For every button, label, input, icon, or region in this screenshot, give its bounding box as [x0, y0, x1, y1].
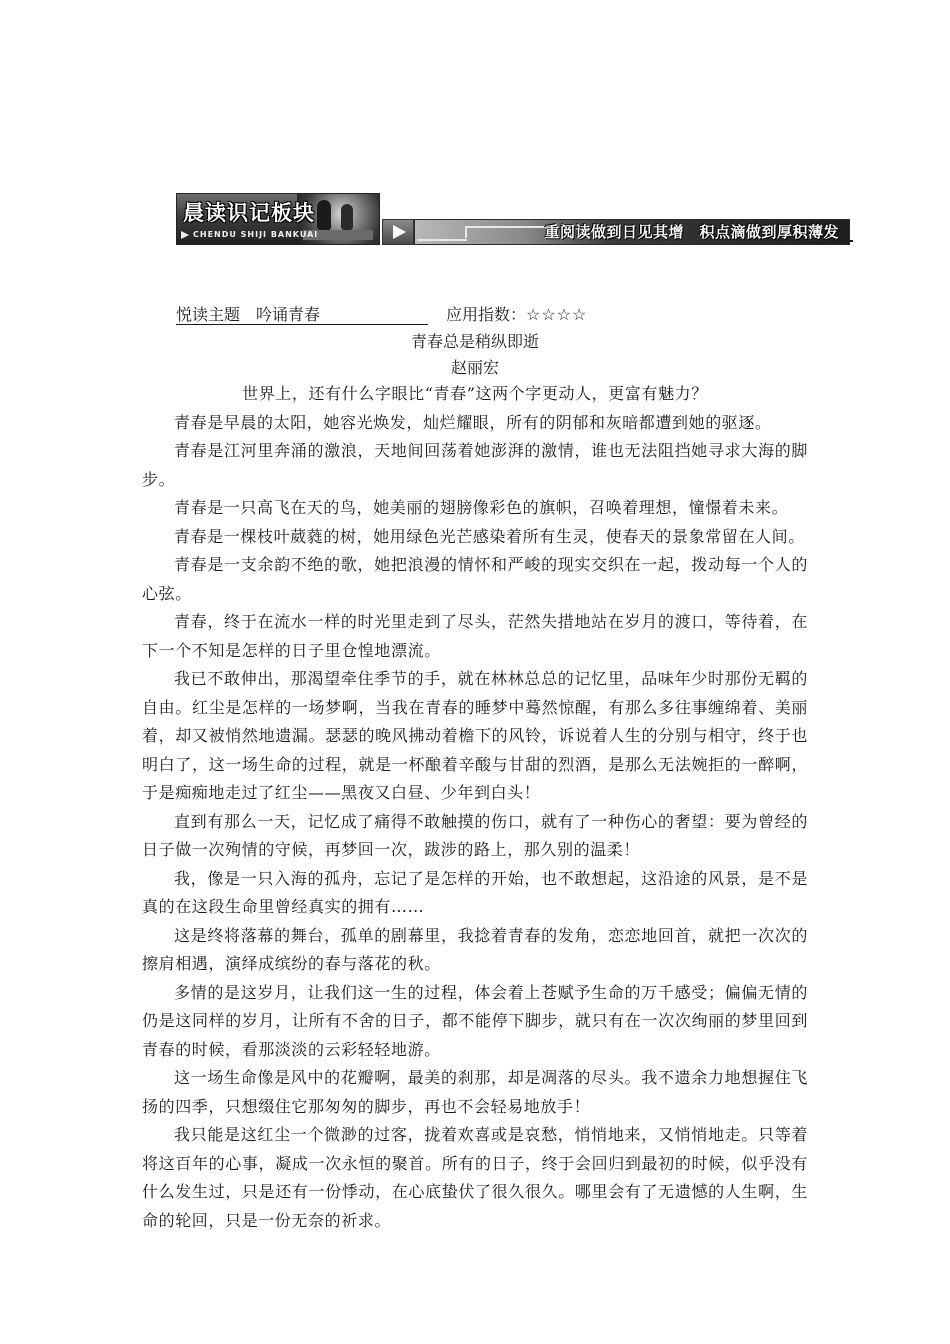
banner-slogan-bar: [414, 219, 850, 245]
article-paragraph: 青春是早晨的太阳，她容光焕发，灿烂耀眼，所有的阴郁和灰暗都遭到她的驱逐。: [174, 412, 772, 432]
article-paragraph: 青春是江河里奔涌的激浪，天地间回荡着她澎湃的激情，谁也无法阻挡她寻求大海的脚步。: [142, 441, 808, 489]
article-paragraph: 这一场生命像是风中的花瓣啊，最美的刹那，却是凋落的尽头。我不遗余力地想握住飞扬的四季，只想缀住它那匆匆的脚步，再也不会轻易地放手！: [142, 1068, 808, 1116]
article-title: 青春总是稍纵即逝: [410, 332, 539, 351]
banner-play-box: [382, 219, 414, 245]
index-stars: ☆☆☆☆: [526, 305, 588, 324]
index-label: 应用指数：: [446, 305, 527, 324]
section-banner: [176, 193, 848, 245]
article-paragraph: 直到有那么一天，记忆成了痛得不敢触摸的伤口，就有了一种伤心的奢望：要为曾经的日子做一次殉情的守候，再梦回一次，跋涉的路上，那久别的温柔！: [142, 811, 808, 859]
article-paragraph: 我只能是这红尘一个微渺的过客，拢着欢喜或是哀愁，悄悄地来，又悄悄地走。只等着将这百年的心事，凝成一次永恒的聚首。所有的日子，终于会回归到最初的时候，似乎没有什么发生过，只是还有一份悸动，在心底蛰伏了很久很久。哪里会有了无遗憾的人生啊，生命的轮回，只是一份无奈的祈求。: [142, 1125, 808, 1230]
banner-photo-figure: [341, 204, 353, 230]
theme-label: 悦读主题: [176, 305, 241, 324]
article-paragraph: 青春是一只高飞在天的鸟，她美丽的翅膀像彩色的旗帜，召唤着理想，憧憬着未来。: [174, 498, 789, 517]
article-paragraph: 青春是一支余韵不绝的歌，她把浪漫的情怀和严峻的现实交织在一起，拨动每一个人的心弦。: [142, 555, 808, 603]
banner-slogan: 重阅读做到日见其增 积点滴做到厚积薄发: [544, 223, 839, 241]
theme-value: 吟诵青春: [256, 305, 321, 324]
banner-title: 晨读识记板块: [183, 201, 315, 225]
bar-decoration-end: [847, 240, 853, 242]
banner-photo-figure: [317, 200, 331, 230]
bar-decoration-line: [417, 239, 467, 241]
article-author: 赵丽宏: [450, 358, 499, 377]
article-paragraph: 我，像是一只入海的孤舟，忘记了是怎样的开始，也不敢想起，这沿途的风景，是不是真的在这段生命里曾经真实的拥有……: [142, 868, 808, 916]
article-paragraph: 世界上，还有什么字眼比“青春”这两个字更动人，更富有魅力？: [242, 384, 708, 403]
application-index: [446, 305, 587, 325]
play-arrow-icon: [393, 225, 406, 239]
article-paragraph: 这是终将落幕的舞台，孤单的剧幕里，我捻着青春的发角，恋恋地回首，就把一次次的擦肩相遇，演绎成缤纷的春与落花的秋。: [142, 925, 808, 973]
article-paragraph: 多情的是这岁月，让我们这一生的过程，体会着上苍赋予生命的万千感受；偏偏无情的仍是这同样的岁月，让所有不舍的日子，都不能停下脚步，就只有在一次次绚丽的梦里回到青春的时候，看那淡淡的云彩轻轻地游。: [142, 982, 808, 1059]
banner-badge: [176, 193, 380, 245]
article-paragraph: 青春，终于在流水一样的时光里走到了尽头，茫然失措地站在岁月的渡口，等待着，在下一个不知是怎样的日子里仓惶地漂流。: [142, 612, 808, 660]
reading-theme: [176, 305, 320, 325]
article-body: [142, 380, 808, 1235]
theme-underline: [176, 324, 428, 325]
banner-subtitle: CHENDU SHIJI BANKUAI: [181, 229, 318, 241]
article-paragraph: 青春是一棵枝叶葳蕤的树，她用绿色光芒感染着所有生灵，使春天的景象常留在人间。: [174, 526, 805, 546]
article-paragraph: 我已不敢伸出，那渴望牵住季节的手，就在林林总总的记忆里，品味年少时那份无羁的自由。红尘是怎样的一场梦啊，当我在青春的睡梦中蓦然惊醒，有那么多往事缠绵着、美丽着，却又被悄然地遗漏。瑟瑟的晚风拂动着檐下的风铃，诉说着人生的分别与相守，终于也明白了，这一场生命的过程，就是一杯酿着辛酸与甘甜的烈酒，是那么无法婉拒的一醉啊，于是痴痴地走过了红尘——黑夜又白昼、少年到白头！: [142, 669, 808, 802]
bar-decoration-step: [465, 226, 545, 238]
